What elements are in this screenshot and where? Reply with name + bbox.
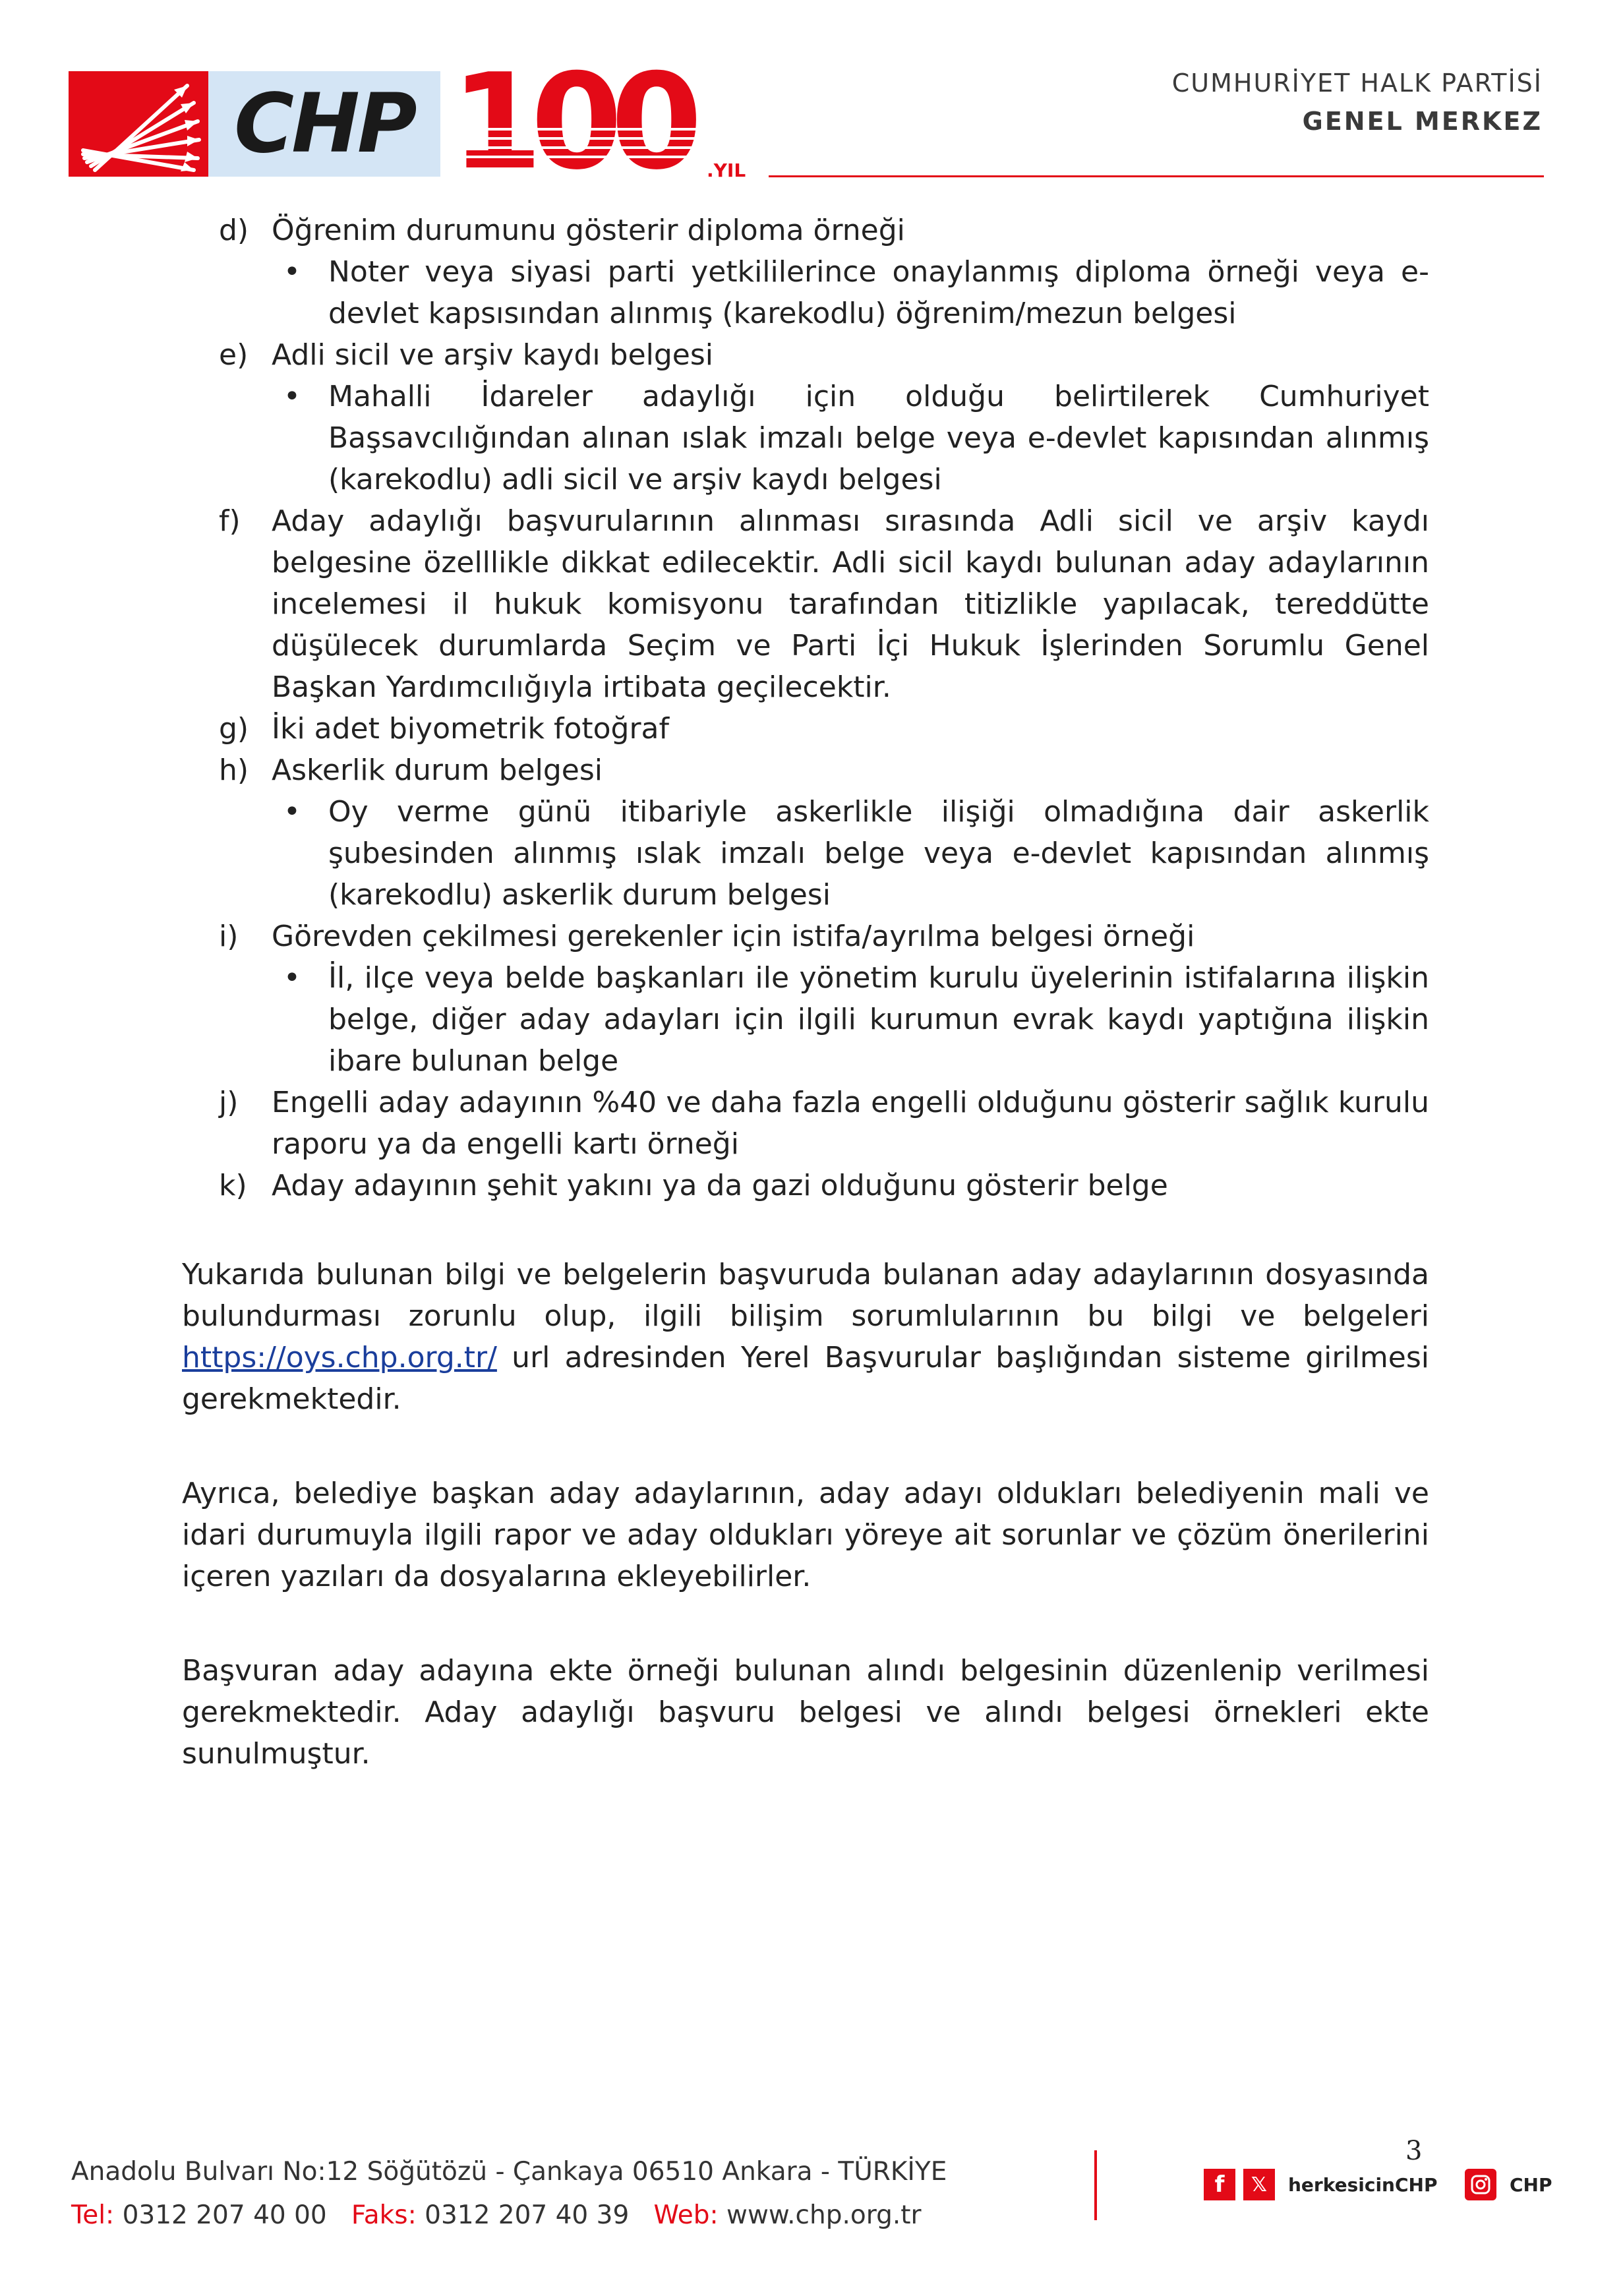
logo-text: CHP	[234, 76, 415, 171]
item-marker: e)	[219, 338, 249, 372]
bullet-icon: •	[283, 380, 301, 413]
paragraph-mayor-candidates	[182, 1473, 1429, 1597]
facebook-icon[interactable]: f	[1204, 2169, 1235, 2200]
six-arrows-icon	[69, 71, 208, 177]
logo-number: 100	[454, 69, 691, 181]
list-item-f	[179, 500, 1429, 708]
bullet-icon: •	[283, 255, 301, 289]
item-text: Askerlik durum belgesi	[272, 753, 603, 787]
social-handle[interactable]: herkesicinCHP	[1288, 2173, 1438, 2196]
web-label: Web:	[653, 2200, 719, 2230]
paragraph-text: Başvuran aday adayına ekte örneği bulunan alındı belgesinin düzenlenip verilmesi gerekmektedir. Aday adaylığı başvuru belgesi ve alındı belgesi örnekleri ekte sunulmuştur.	[182, 1654, 1429, 1771]
header-divider	[769, 175, 1544, 177]
bullet-item	[179, 957, 1429, 1082]
list-item-e	[179, 334, 1429, 376]
item-marker: k)	[219, 1169, 247, 1202]
social-twitter-facebook[interactable]	[1204, 2169, 1438, 2200]
chp-logo-arrows	[69, 71, 208, 177]
list-item-i	[179, 916, 1429, 957]
bullet-text: Oy verme günü itibariyle askerlikle ilişiği olmadığına dair askerlik şubesinden alınmış ıslak imzalı belge veya e-devlet kapısından alınmış (karekodlu) askerlik durum belgesi	[328, 795, 1429, 912]
document-body	[179, 210, 1429, 1775]
bullet-icon: •	[283, 961, 301, 995]
x-icon[interactable]: 𝕏	[1243, 2169, 1275, 2200]
centenary-100-icon	[454, 69, 717, 181]
item-marker: d)	[219, 214, 249, 247]
centenary-logo	[454, 69, 717, 183]
item-marker: g)	[219, 712, 249, 746]
instagram-handle[interactable]: CHP	[1510, 2173, 1552, 2196]
footer-address-block	[71, 2150, 947, 2237]
footer-divider	[1094, 2150, 1097, 2220]
logo-suffix: .YIL	[707, 160, 746, 181]
item-text: Aday adaylığı başvurularının alınması sırasında Adli sicil ve arşiv kaydı belgesine özelllikle dikkat edilecektir. Adli sicil kaydı bulunan aday adaylarının incelemesi il hukuk komisyonu tarafından titizlikle yapılacak, tereddütte düşülecek durumlarda Seçim ve Parti İçi Hukuk İşlerinden Sorumlu Genel Başkan Yardımcılığıyla irtibata geçilecektir.	[272, 504, 1429, 704]
org-line-1: CUMHURİYET HALK PARTİSİ	[1171, 69, 1543, 98]
oys-link[interactable]: https://oys.chp.org.tr/	[182, 1341, 497, 1374]
social-instagram[interactable]	[1465, 2169, 1552, 2200]
paragraph-text: Yukarıda bulunan bilgi ve belgelerin başvuruda bulanan aday adaylarının dosyasında bulundurması zorunlu olup, ilgili bilişim sorumlularının bu bilgi ve belgeleri	[182, 1258, 1429, 1333]
list-item-j	[179, 1082, 1429, 1165]
footer-contact	[71, 2194, 947, 2237]
item-marker: f)	[219, 504, 241, 538]
tel-value: 0312 207 40 00	[122, 2200, 327, 2230]
fax-value: 0312 207 40 39	[425, 2200, 630, 2230]
bullet-text: Noter veya siyasi parti yetkililerince onaylanmış diploma örneği veya e-devlet kapsısından alınmış (karekodlu) öğrenim/mezun belgesi	[328, 255, 1429, 330]
bullet-text: İl, ilçe veya belde başkanları ile yönetim kurulu üyelerinin istifalarına ilişkin belge, diğer aday adayları için ilgili kurumun evrak kaydı yaptığına ilişkin ibare bulunan belge	[328, 961, 1429, 1078]
item-marker: h)	[219, 753, 249, 787]
item-text: Görevden çekilmesi gerekenler için istifa/ayrılma belgesi örneği	[272, 920, 1195, 953]
item-text: Adli sicil ve arşiv kaydı belgesi	[272, 338, 714, 372]
bullet-item	[179, 376, 1429, 500]
item-text: Öğrenim durumunu gösterir diploma örneği	[272, 214, 905, 247]
org-line-2: GENEL MERKEZ	[1302, 107, 1543, 136]
web-link[interactable]: www.chp.org.tr	[726, 2200, 922, 2230]
list-item-k	[179, 1165, 1429, 1206]
page-number: 3	[1405, 2136, 1423, 2166]
list-item-h	[179, 750, 1429, 791]
list-item-d	[179, 210, 1429, 251]
instagram-glyph-icon	[1469, 2173, 1492, 2196]
organization-name	[1172, 69, 1543, 136]
chp-logo-wordmark	[208, 71, 440, 177]
tel-label: Tel:	[71, 2200, 115, 2230]
footer-address: Anadolu Bulvarı No:12 Söğütözü - Çankaya 06510 Ankara - TÜRKİYE	[71, 2157, 947, 2187]
item-text: Aday adayının şehit yakını ya da gazi olduğunu gösterir belge	[272, 1169, 1168, 1202]
item-marker: j)	[219, 1086, 239, 1119]
item-text: Engelli aday adayının %40 ve daha fazla engelli olduğunu gösterir sağlık kurulu raporu ya da engelli kartı örneği	[272, 1086, 1429, 1161]
bullet-icon: •	[283, 795, 301, 829]
bullet-text: Mahalli İdareler adaylığı için olduğu belirtilerek Cumhuriyet Başsavcılığından alınan ıslak imzalı belge veya e-devlet kapısından alınmış (karekodlu) adli sicil ve arşiv kaydı belgesi	[328, 380, 1429, 496]
paragraph-systems	[182, 1254, 1429, 1420]
fax-label: Faks:	[351, 2200, 417, 2230]
paragraph-text: Ayrıca, belediye başkan aday adaylarının, aday adayı oldukları belediyenin mali ve idari durumuyla ilgili rapor ve aday oldukları yöreye ait sorunlar ve çözüm önerilerini içeren yazıları da dosyalarına ekleyebilirler.	[182, 1477, 1429, 1593]
instagram-icon[interactable]	[1465, 2169, 1496, 2200]
item-text: İki adet biyometrik fotoğraf	[272, 712, 670, 746]
bullet-item	[179, 791, 1429, 916]
paragraph-receipt	[182, 1650, 1429, 1775]
bullet-item	[179, 251, 1429, 334]
item-marker: i)	[219, 920, 239, 953]
paragraph-text: url adresinden Yerel Başvurular başlığından sisteme girilmesi gerekmektedir.	[182, 1341, 1429, 1416]
list-item-g	[179, 708, 1429, 750]
